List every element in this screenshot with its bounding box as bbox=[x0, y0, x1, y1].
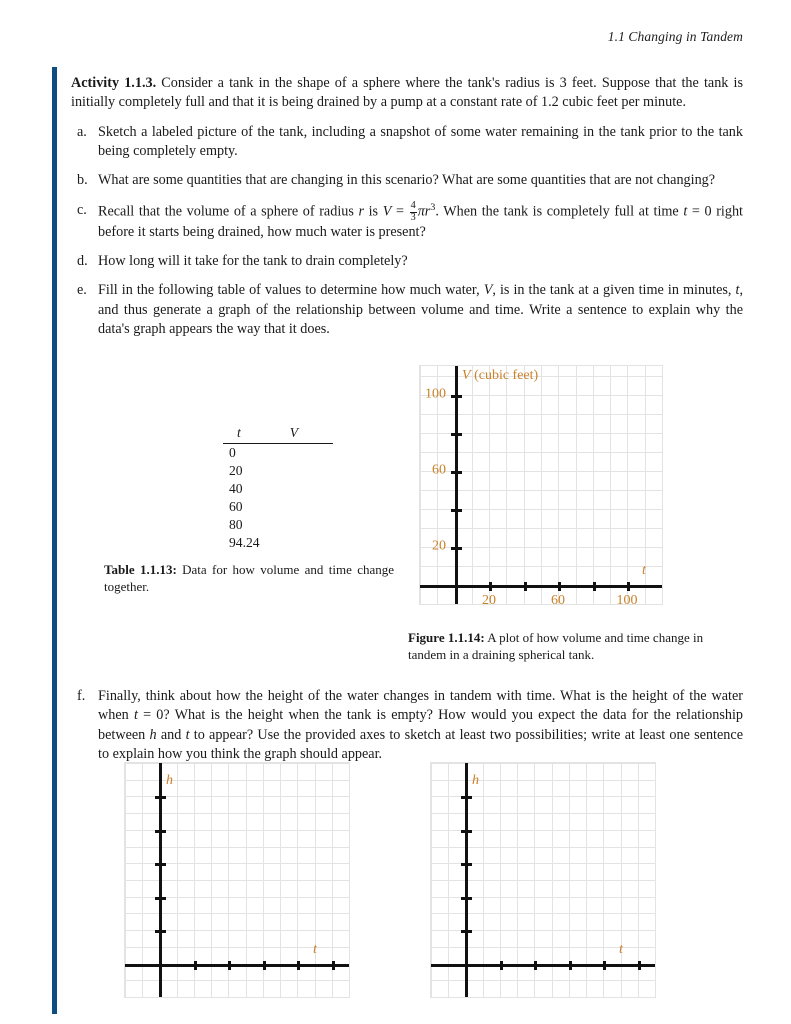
table-row bbox=[223, 444, 333, 463]
y-axis-tick bbox=[461, 796, 472, 799]
y-axis-tick bbox=[461, 897, 472, 900]
figure-caption-text: A plot of how volume and time change in tandem in a draining spherical tank. bbox=[408, 630, 704, 662]
item-text-c-part2: is bbox=[364, 203, 383, 220]
math-var-V: V bbox=[382, 203, 392, 220]
item-text-c-part1: Recall that the volume of a sphere of radius bbox=[98, 203, 359, 220]
table-caption-text: Data for how volume and time change together. bbox=[104, 562, 395, 594]
math-var-r: r bbox=[358, 203, 365, 220]
x-axis-tick bbox=[297, 961, 300, 970]
activity-label: Activity 1.1.3. bbox=[71, 75, 157, 91]
blank-height-time-plot-right[interactable] bbox=[430, 762, 656, 998]
table-cell-v[interactable] bbox=[276, 534, 333, 552]
table-row bbox=[223, 498, 333, 516]
activity-content bbox=[71, 74, 743, 349]
activity-item-f bbox=[71, 687, 743, 764]
math-var-t-e: t bbox=[735, 282, 740, 299]
math-var-h-f: h bbox=[149, 726, 157, 743]
y-axis-tick bbox=[155, 863, 166, 866]
table-row bbox=[223, 516, 333, 534]
y-axis-label-variable: V bbox=[462, 368, 471, 383]
y-axis-tick bbox=[461, 863, 472, 866]
y-axis-tick bbox=[451, 433, 462, 436]
item-marker-c: c. bbox=[77, 201, 87, 218]
x-axis-tick bbox=[263, 961, 266, 970]
figure-caption bbox=[408, 630, 708, 663]
item-text-c-part3: . When the tank is completely full at time bbox=[435, 203, 684, 220]
figure-caption-label: Figure 1.1.14: bbox=[408, 630, 485, 645]
activity-item-e bbox=[71, 281, 743, 339]
x-axis-label: t bbox=[619, 942, 623, 957]
activity-item-c bbox=[71, 201, 743, 243]
x-axis-tick bbox=[489, 582, 492, 591]
item-text-b: What are some quantities that are changing in this scenario? What are some quantities that are not changing? bbox=[98, 172, 716, 189]
running-header: 1.1 Changing in Tandem bbox=[607, 29, 743, 44]
table-body bbox=[223, 444, 333, 553]
math-equals: = bbox=[391, 203, 409, 220]
table-cell-t: 80 bbox=[229, 517, 243, 532]
activity-item-list bbox=[71, 123, 743, 340]
volume-vs-time-plot[interactable] bbox=[419, 365, 663, 608]
x-axis-tick bbox=[228, 961, 231, 970]
fraction-denominator: 3 bbox=[410, 211, 416, 223]
y-axis-label bbox=[462, 368, 538, 384]
math-var-t-f2: t bbox=[185, 726, 190, 743]
y-axis-tick bbox=[155, 930, 166, 933]
math-pi-r: πr bbox=[417, 203, 431, 220]
activity-item-d bbox=[71, 252, 743, 271]
y-axis-tick bbox=[451, 547, 462, 550]
item-marker-b: b. bbox=[77, 172, 88, 189]
item-text-e-part2: , is in the tank at a given time in minutes, bbox=[492, 282, 736, 299]
y-axis-tick bbox=[155, 830, 166, 833]
item-marker-d: d. bbox=[77, 253, 88, 270]
table-header-v: V bbox=[276, 425, 333, 444]
x-axis-tick bbox=[524, 582, 527, 591]
x-axis-tick-label: 20 bbox=[482, 593, 496, 608]
item-text-e-part3: , and thus generate a graph of the relationship between volume and time. Write a sentence to explain why the data's graph appears the way that it does. bbox=[98, 282, 743, 338]
table-cell-t: 20 bbox=[229, 463, 243, 478]
math-var-V-e: V bbox=[483, 282, 493, 299]
table-cell-t: 60 bbox=[229, 499, 243, 514]
table-row bbox=[223, 462, 333, 480]
x-axis-tick bbox=[500, 961, 503, 970]
fraction-numerator: 4 bbox=[410, 200, 416, 212]
item-marker-e: e. bbox=[77, 282, 87, 299]
x-axis-tick bbox=[638, 961, 641, 970]
item-text-a: Sketch a labeled picture of the tank, including a snapshot of some water remaining in the tank prior to the tank being completely empty. bbox=[98, 123, 743, 159]
margin-rule bbox=[52, 67, 57, 1014]
table-header-t: t bbox=[223, 425, 276, 444]
table-cell-v[interactable] bbox=[276, 462, 333, 480]
x-axis-tick-label: 100 bbox=[616, 593, 638, 608]
table-cell-v[interactable] bbox=[276, 444, 333, 463]
item-text-e-part1: Fill in the following table of values to determine how much water, bbox=[98, 282, 484, 299]
y-axis-tick bbox=[461, 830, 472, 833]
activity-item-a bbox=[71, 123, 743, 162]
x-axis-tick bbox=[558, 582, 561, 591]
y-axis-label: h bbox=[472, 773, 479, 788]
table-cell-t: 94.24 bbox=[229, 535, 260, 550]
item-marker-f: f. bbox=[77, 688, 86, 704]
x-axis-tick bbox=[627, 582, 630, 591]
x-axis-tick bbox=[194, 961, 197, 970]
blank-axes-row bbox=[71, 762, 743, 1012]
y-axis-label: h bbox=[166, 773, 173, 788]
y-axis-tick bbox=[451, 471, 462, 474]
table-element bbox=[223, 425, 333, 552]
item-text-f-part4: to appear? Use the provided axes to sketch at least two possibilities; write at least one sentence to explain how you think the graph should appear. bbox=[98, 726, 743, 762]
math-var-t: t bbox=[683, 203, 688, 220]
y-axis-tick bbox=[451, 395, 462, 398]
table-caption bbox=[104, 562, 394, 595]
table-cell-t: 0 bbox=[229, 445, 236, 460]
x-axis-tick bbox=[593, 582, 596, 591]
x-axis-tick bbox=[603, 961, 606, 970]
math-var-t-f1: t bbox=[133, 707, 138, 724]
item-text-f-part2: = 0? What is the height when the tank is empty? How would you expect the data for the relationship between bbox=[98, 707, 743, 743]
blank-height-time-plot-left[interactable] bbox=[124, 762, 350, 998]
table-cell-v[interactable] bbox=[276, 480, 333, 498]
math-fraction-four-thirds bbox=[410, 201, 417, 222]
volume-time-table bbox=[223, 425, 333, 552]
table-cell-t: 40 bbox=[229, 481, 243, 496]
table-cell-v[interactable] bbox=[276, 498, 333, 516]
y-axis-tick-label: 60 bbox=[432, 462, 446, 478]
x-axis-tick bbox=[332, 961, 335, 970]
table-head bbox=[223, 425, 333, 444]
table-caption-label: Table 1.1.13: bbox=[104, 562, 177, 577]
item-text-f-part1: Finally, think about how the height of the water changes in tandem with time. What is the height of the water when bbox=[98, 688, 743, 724]
activity-intro bbox=[71, 74, 743, 113]
x-axis-tick bbox=[534, 961, 537, 970]
item-text-f-part3: and bbox=[156, 726, 186, 743]
y-axis-tick-label: 100 bbox=[425, 386, 446, 402]
y-axis-tick bbox=[155, 897, 166, 900]
y-axis-tick bbox=[451, 509, 462, 512]
table-header-row bbox=[223, 425, 333, 444]
math-exponent-3: 3 bbox=[430, 201, 436, 213]
y-axis-tick bbox=[461, 930, 472, 933]
table-row bbox=[223, 534, 333, 552]
y-axis-label-unit: (cubic feet) bbox=[470, 368, 539, 383]
y-axis-tick bbox=[155, 796, 166, 799]
figure-row bbox=[71, 360, 743, 660]
activity-item-list-f bbox=[71, 687, 743, 764]
table-row bbox=[223, 480, 333, 498]
activity-intro-text: Consider a tank in the shape of a sphere where the tank's radius is 3 feet. Suppose that the tank is initially completely full and that it is being drained by a pump at a constant rate of 1.2 cubic feet per minute. bbox=[71, 75, 743, 111]
x-axis-tick-label: 60 bbox=[551, 593, 565, 608]
table-cell-v[interactable] bbox=[276, 516, 333, 534]
y-axis-line bbox=[455, 366, 458, 604]
item-text-c-part4: = 0 right before it starts being drained, how much water is present? bbox=[98, 203, 744, 240]
activity-item-b bbox=[71, 171, 743, 190]
item-marker-a: a. bbox=[77, 123, 87, 140]
x-axis-label: t bbox=[313, 942, 317, 957]
x-axis-label: t bbox=[642, 563, 646, 578]
x-axis-tick bbox=[569, 961, 572, 970]
item-text-d: How long will it take for the tank to drain completely? bbox=[98, 253, 408, 270]
y-axis-tick-label: 20 bbox=[432, 538, 446, 554]
